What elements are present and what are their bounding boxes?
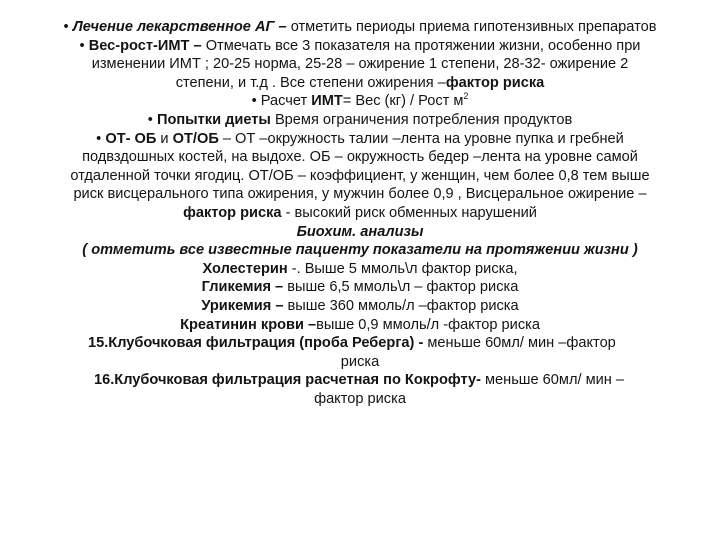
line-text: – ОТ –окружность талии –лента на уровне пупка и гребней	[218, 130, 624, 147]
line-text: 2	[463, 91, 469, 102]
line-text: изменении ИМТ ; 20-25 норма, 25-28 – ожирение 1 степени, 28-32- ожирение 2	[91, 56, 629, 73]
line-text: Отмечать все 3 показателя на протяжении жизни, особенно при	[205, 37, 641, 54]
text-line	[24, 148, 696, 167]
line-text: отдаленной точки ягодиц. ОТ/ОБ – коэффициент, у женщин, чем более 0,8 тем выше	[70, 167, 650, 184]
emphasis-text: Холестерин	[202, 260, 288, 277]
emphasis-text: ИМТ	[311, 93, 343, 110]
line-text: выше 360 ммоль/л –фактор риска	[287, 297, 519, 314]
text-line	[24, 167, 696, 186]
emphasis-text: 15.Клубочковая фильтрация (проба Реберга) -	[88, 335, 428, 352]
line-text: и	[160, 130, 173, 147]
line-text: подвздошных костей, на выдохе. ОБ – окружность бедер –лента на уровне самой	[82, 149, 638, 166]
line-text: •	[96, 130, 106, 147]
line-text: •	[147, 111, 157, 128]
text-line	[24, 18, 696, 37]
line-text: - высокий риск обменных нарушений	[281, 204, 537, 221]
emphasis-text: ОТ- ОБ	[105, 130, 161, 147]
slide-text-body	[24, 18, 696, 408]
emphasis-text: Креатинин крови –	[180, 316, 317, 333]
text-line	[24, 185, 696, 204]
text-line	[24, 204, 696, 223]
line-text: •	[63, 19, 73, 35]
emphasis-text: Урикемия –	[201, 297, 288, 314]
text-line	[24, 278, 696, 297]
emphasis-text: Гликемия –	[201, 279, 288, 296]
line-text: меньше 60мл/ мин –фактор	[427, 335, 616, 352]
line-text: = Вес (кг) / Рост м	[342, 93, 464, 110]
text-line	[24, 74, 696, 93]
emphasis-text: ( отметить все известные пациенту показатели на протяжении жизни )	[82, 242, 638, 259]
text-line	[24, 55, 696, 74]
line-text: фактор риска	[314, 390, 406, 407]
emphasis-text: Попытки диеты	[156, 111, 275, 128]
text-line	[24, 297, 696, 316]
line-text: отметить периоды приема гипотензивных препаратов	[290, 19, 657, 35]
text-line	[24, 334, 696, 353]
emphasis-text: фактор риска	[445, 74, 545, 91]
line-text: выше 0,9 ммоль/л -фактор риска	[316, 316, 540, 333]
line-text: • Расчет	[251, 93, 312, 110]
emphasis-text: Биохим. анализы	[296, 223, 424, 240]
text-line	[24, 260, 696, 279]
emphasis-text: фактор риска	[183, 204, 282, 221]
line-text: -. Выше 5 ммоль\л фактор риска,	[287, 260, 518, 277]
text-line	[24, 92, 696, 111]
emphasis-text: ОТ/ОБ	[172, 130, 219, 147]
text-line	[24, 130, 696, 149]
text-line	[24, 353, 696, 372]
emphasis-text: Лечение лекарственное АГ –	[72, 19, 291, 35]
line-text: риск висцерального типа ожирения, у мужчин более 0,9 , Висцеральное ожирение –	[73, 186, 647, 203]
text-line	[24, 37, 696, 56]
text-line	[24, 223, 696, 242]
text-line	[24, 316, 696, 335]
emphasis-text: 16.Клубочковая фильтрация расчетная по Кокрофту-	[94, 372, 485, 389]
line-text: •	[79, 37, 89, 54]
text-line	[24, 241, 696, 260]
line-text: выше 6,5 ммоль\л – фактор риска	[287, 279, 519, 296]
text-line	[24, 390, 696, 409]
line-text: меньше 60мл/ мин –	[484, 372, 624, 389]
text-line	[24, 111, 696, 130]
emphasis-text: Вес-рост-ИМТ –	[88, 37, 206, 54]
line-text: Время ограничения потребления продуктов	[274, 111, 573, 128]
text-line	[24, 371, 696, 390]
line-text: степени, и т.д . Все степени ожирения –	[175, 74, 446, 91]
line-text: риска	[340, 353, 380, 370]
